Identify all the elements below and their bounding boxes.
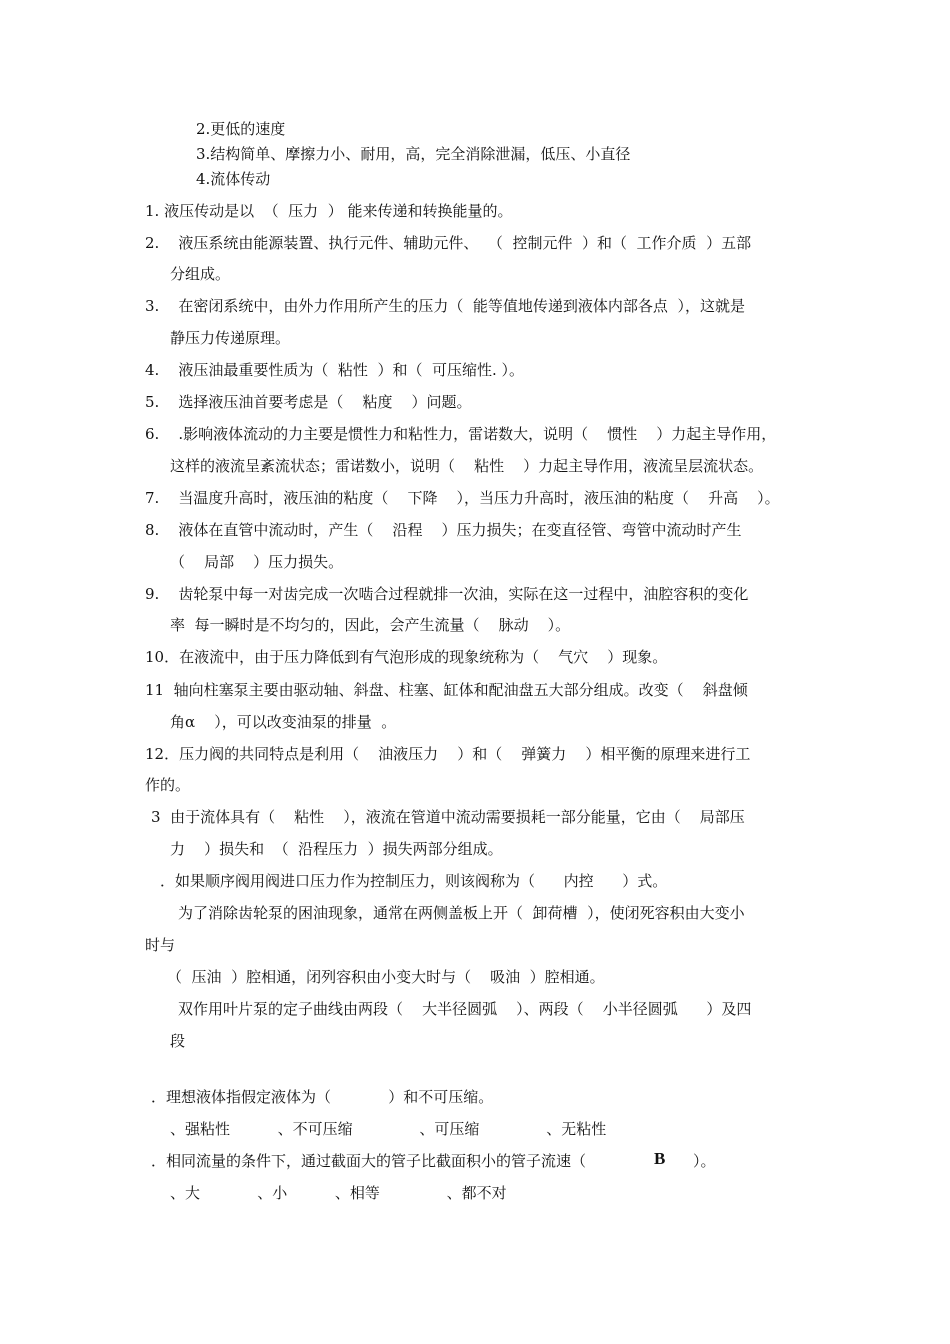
doc-line-32: 、强粘性 、不可压缩 、可压缩 、无粘性 [170,1120,607,1138]
doc-line-25: ．如果顺序阀用阀进口压力作为控制压力，则该阀称为（ 内控 ）式。 [160,872,668,890]
doc-line-30: 段 [170,1032,186,1050]
doc-line-24: 力 ）损失和 （ 沿程压力 ）损失两部分组成。 [170,840,503,858]
doc-line-20: 角α ），可以改变油泵的排量 。 [170,713,397,731]
doc-line-5: 2. 液压系统由能源装置、执行元件、辅助元件、 （ 控制元件 ）和（ 工作介质 ）五部 [145,234,752,252]
doc-line-6: 分组成。 [170,265,231,283]
doc-line-21: 12．压力阀的共同特点是利用（ 油液压力 ）和（ 弹簧力 ）相平衡的原理来进行工 [145,745,751,763]
answer-mark-b: B [654,1149,666,1168]
doc-line-16: 9. 齿轮泵中每一对齿完成一次啮合过程就排一次油，实际在这一过程中，油腔容积的变化 [145,585,749,603]
doc-line-13: 7. 当温度升高时，液压油的粘度（ 下降 ），当压力升高时，液压油的粘度（ 升高 ）。 [145,489,780,507]
doc-line-8: 静压力传递原理。 [170,329,291,347]
doc-line-23: 3 由于流体具有（ 粘性 ），液流在管道中流动需要损耗一部分能量，它由（ 局部压 [151,808,745,826]
doc-line-34: 、大 、小 、相等 、都不对 [170,1184,507,1202]
doc-line-7: 3. 在密闭系统中，由外力作用所产生的压力（ 能等值地传递到液体内部各点 ），这就是 [145,297,745,315]
doc-line-10: 5. 选择液压油首要考虑是（ 粘度 ）问题。 [145,393,472,411]
doc-line-4: 1. 液压传动是以 （ 压力 ） 能来传递和转换能量的。 [145,202,513,220]
doc-line-15: （ 局部 ）压力损失。 [170,553,344,571]
doc-line-9: 4. 液压油最重要性质为（ 粘性 ）和（ 可压缩性. ）。 [145,361,525,379]
doc-line-1: 2.更低的速度 [196,120,286,138]
doc-line-17: 率 每一瞬时是不均匀的，因此，会产生流量（ 脉动 ）。 [170,616,571,634]
doc-line-28: （ 压油 ）腔相通，闭列容积由小变大时与（ 吸油 ）腔相通。 [167,968,605,986]
doc-line-29: 双作用叶片泵的定子曲线由两段（ 大半径圆弧 ）、两段（ 小半径圆弧 ）及四 [178,1000,752,1018]
doc-line-33-end: ）。 [693,1152,716,1170]
doc-line-22: 作的。 [145,776,191,794]
doc-line-31: ．理想液体指假定液体为（ ）和不可压缩。 [151,1088,494,1106]
doc-line-3: 4.流体传动 [196,170,271,188]
doc-line-26: 为了消除齿轮泵的困油现象，通常在两侧盖板上开（ 卸荷槽 ），使闭死容积由大变小 [178,904,745,922]
doc-line-19: 11 轴向柱塞泵主要由驱动轴、斜盘、柱塞、缸体和配油盘五大部分组成。改变（ 斜盘倾 [145,681,748,699]
doc-line-18: 10．在液流中，由于压力降低到有气泡形成的现象统称为（ 气穴 ）现象。 [145,648,668,666]
doc-line-12: 这样的液流呈紊流状态；雷诺数小，说明（ 粘性 ）力起主导作用，液流呈层流状态。 [170,457,764,475]
doc-line-14: 8. 液体在直管中流动时，产生（ 沿程 ）压力损失；在变直径管、弯管中流动时产生 [145,521,742,539]
doc-line-33: ．相同流量的条件下，通过截面大的管子比截面积小的管子流速（ [151,1152,587,1170]
doc-line-27: 时与 [145,936,176,954]
doc-line-11: 6. .影响液体流动的力主要是惯性力和粘性力，雷诺数大，说明（ 惯性 ）力起主导作用， [145,425,777,443]
doc-line-2: 3.结构简单、摩擦力小、耐用，高，完全消除泄漏，低压、小直径 [196,145,631,163]
